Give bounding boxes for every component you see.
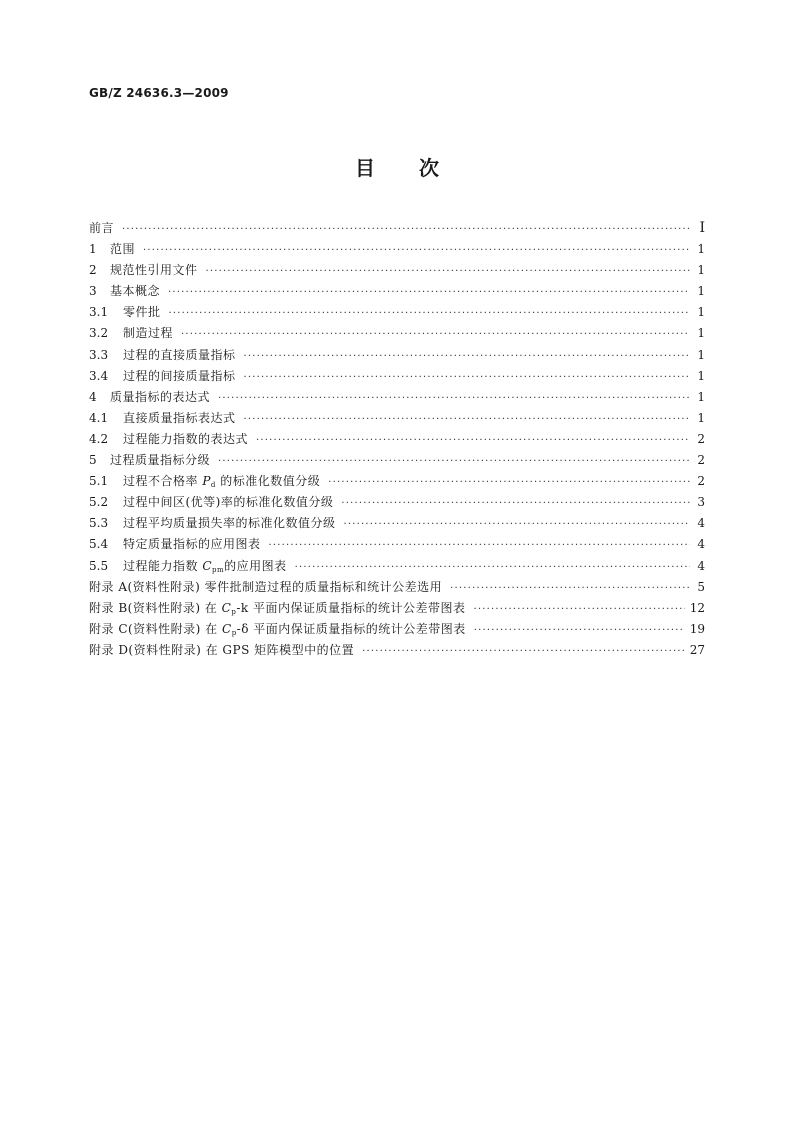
toc-entry[interactable] <box>89 239 705 260</box>
toc-title-part2: 次 <box>419 156 439 180</box>
math-subscript: d <box>210 481 216 490</box>
toc-dot-leader <box>269 535 690 556</box>
toc-entry-page-number: 3 <box>697 495 705 510</box>
math-symbol: C <box>222 621 232 636</box>
toc-entry-number: 3.4 <box>89 368 109 383</box>
toc-entry[interactable] <box>89 513 705 534</box>
toc-dot-leader <box>218 388 690 409</box>
toc-entry-label-suffix: -δ 平面内保证质量指标的统计公差带图表 <box>236 621 466 636</box>
toc-entry-page-number: 1 <box>697 410 705 425</box>
toc-entry-page-number: 1 <box>697 242 705 257</box>
toc-entry[interactable] <box>89 218 705 239</box>
toc-entry[interactable] <box>89 640 705 661</box>
toc-entry[interactable] <box>89 534 705 555</box>
toc-entry[interactable] <box>89 556 705 577</box>
toc-dot-leader <box>450 578 690 599</box>
toc-entry-page-number: 1 <box>697 326 705 341</box>
toc-dot-leader <box>218 451 690 472</box>
toc-entry-number: 5.1 <box>89 474 109 489</box>
toc-entry-label: 规范性引用文件 <box>110 263 198 278</box>
toc-entry-page-number: 4 <box>697 558 705 573</box>
toc-entry-number: 4 <box>89 389 97 404</box>
toc-entry-number: 5.2 <box>89 495 109 510</box>
math-subscript: p <box>231 607 237 616</box>
toc-entry[interactable] <box>89 471 705 492</box>
toc-entry-label: 附录 A(资料性附录) 零件批制造过程的质量指标和统计公差选用 <box>89 579 443 594</box>
toc-dot-leader <box>181 324 690 345</box>
toc-dot-leader <box>344 514 690 535</box>
toc-entry-number: 5.4 <box>89 537 109 552</box>
toc-title <box>0 152 794 181</box>
toc-entry-page-number: 2 <box>697 431 705 446</box>
toc-entry-page-number: 1 <box>697 305 705 320</box>
toc-entry[interactable] <box>89 492 705 513</box>
toc-entry-page-number: 4 <box>697 537 705 552</box>
toc-entry-number: 5.5 <box>89 558 109 573</box>
toc-entry-label: 过程质量指标分级 <box>110 453 211 468</box>
toc-entry-page-number: Ⅰ <box>699 220 705 236</box>
toc-entry[interactable] <box>89 619 705 640</box>
toc-dot-leader <box>143 240 690 261</box>
toc-entry-label: 前言 <box>89 221 115 235</box>
toc-entry-number: 4.2 <box>89 431 109 446</box>
toc-entry-number: 1 <box>89 242 97 257</box>
math-subscript: p <box>231 628 237 637</box>
toc-entry-number: 3.1 <box>89 305 109 320</box>
toc-dot-leader <box>328 472 690 493</box>
toc-entry[interactable] <box>89 450 705 471</box>
toc-entry[interactable] <box>89 323 705 344</box>
toc-entry-number: 3.2 <box>89 326 109 341</box>
toc-entry[interactable] <box>89 302 705 323</box>
toc-entry-page-number: 1 <box>697 347 705 362</box>
toc-entry-label: 质量指标的表达式 <box>110 389 211 404</box>
toc-entry-page-number: 12 <box>689 600 705 615</box>
toc-entry-label-prefix: 过程能力指数 <box>123 558 203 573</box>
toc-entry-label: 范围 <box>110 242 136 257</box>
toc-entry-number: 3.3 <box>89 347 109 362</box>
toc-entry-page-number: 2 <box>697 474 705 489</box>
toc-entry-page-number: 1 <box>697 263 705 278</box>
toc-dot-leader <box>169 303 690 324</box>
math-symbol: C <box>202 558 213 573</box>
toc-entry-page-number: 27 <box>689 642 705 657</box>
toc-entry[interactable] <box>89 260 705 281</box>
math-symbol: C <box>221 600 232 615</box>
toc-entry-page-number: 2 <box>697 453 705 468</box>
toc-entry-label-prefix: 附录 C(资料性附录) 在 <box>89 621 222 636</box>
toc-entry-label-prefix: 过程不合格率 <box>123 474 203 489</box>
toc-entry-page-number: 1 <box>697 389 705 404</box>
toc-entry[interactable] <box>89 366 705 387</box>
toc-entry[interactable] <box>89 429 705 450</box>
toc-dot-leader <box>122 219 690 240</box>
toc-entry-page-number: 1 <box>697 284 705 299</box>
toc-dot-leader <box>244 367 690 388</box>
toc-entry-label: 过程的直接质量指标 <box>123 347 236 362</box>
toc-entry-label: 特定质量指标的应用图表 <box>123 537 261 552</box>
toc-entry-number: 2 <box>89 263 97 278</box>
toc-dot-leader <box>168 282 690 303</box>
toc-entry-label: 零件批 <box>123 305 161 320</box>
toc-entry[interactable] <box>89 345 705 366</box>
toc-entry-label: 附录 D(资料性附录) 在 GPS 矩阵模型中的位置 <box>89 642 355 657</box>
toc-entry-label: 过程平均质量损失率的标准化数值分级 <box>123 516 336 531</box>
toc-entry[interactable] <box>89 387 705 408</box>
toc-dot-leader <box>473 599 684 620</box>
toc-dot-leader <box>474 620 685 641</box>
toc-dot-leader <box>244 346 690 367</box>
toc-entry[interactable] <box>89 577 705 598</box>
toc-entry-number: 5 <box>89 453 97 468</box>
toc-entry[interactable] <box>89 598 705 619</box>
toc-entry-label: 过程能力指数的表达式 <box>123 431 249 446</box>
toc-title-part1: 目 <box>355 156 375 180</box>
toc-dot-leader <box>295 557 690 578</box>
math-subscript: pm <box>212 565 225 574</box>
table-of-contents <box>89 218 705 661</box>
toc-dot-leader <box>206 261 690 282</box>
toc-entry-label-suffix: -k 平面内保证质量指标的统计公差带图表 <box>236 600 466 615</box>
toc-entry[interactable] <box>89 408 705 429</box>
standard-code: GB/Z 24636.3—2009 <box>89 86 229 100</box>
toc-entry-label-suffix: 的标准化数值分级 <box>215 474 321 489</box>
toc-entry-label: 制造过程 <box>123 326 174 341</box>
toc-entry-label: 直接质量指标表达式 <box>123 410 236 425</box>
toc-entry-label: 过程的间接质量指标 <box>123 368 236 383</box>
toc-entry-number: 5.3 <box>89 516 109 531</box>
toc-dot-leader <box>362 641 685 662</box>
toc-entry-number: 3 <box>89 284 97 299</box>
toc-entry-label: 基本概念 <box>110 284 161 299</box>
toc-entry-label: 过程中间区(优等)率的标准化数值分级 <box>123 495 334 510</box>
toc-entry-page-number: 5 <box>697 579 705 594</box>
toc-entry-page-number: 1 <box>697 368 705 383</box>
toc-dot-leader <box>244 409 690 430</box>
math-symbol: P <box>202 474 211 489</box>
toc-entry-page-number: 19 <box>689 621 705 636</box>
toc-entry[interactable] <box>89 281 705 302</box>
toc-entry-number: 4.1 <box>89 410 109 425</box>
toc-entry-label-prefix: 附录 B(资料性附录) 在 <box>89 600 222 615</box>
toc-dot-leader <box>341 493 690 514</box>
toc-dot-leader <box>256 430 690 451</box>
toc-entry-page-number: 4 <box>697 516 705 531</box>
toc-entry-label-suffix: 的应用图表 <box>224 558 287 573</box>
